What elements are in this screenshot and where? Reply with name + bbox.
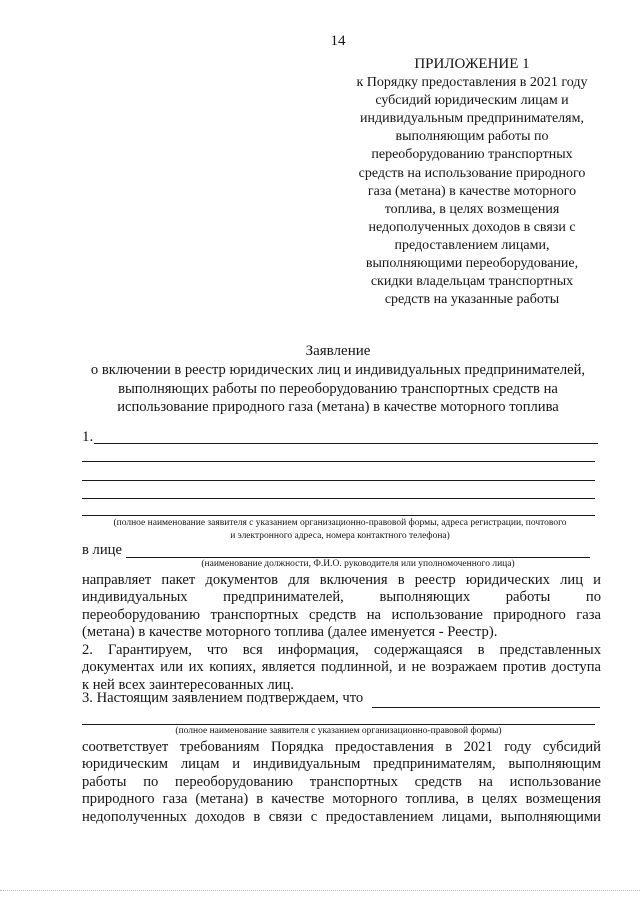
annex-line: субсидий юридическим лицам и xyxy=(375,93,569,109)
annex-line: средств на использование природного xyxy=(358,165,586,181)
annex-line: топлива, в целях возмещения xyxy=(384,201,560,217)
confirmation-field-line[interactable] xyxy=(372,707,600,708)
applicant-field-line[interactable] xyxy=(94,443,598,444)
subtitle-line: использование природного газа (метана) в качестве моторного топлива xyxy=(117,399,559,416)
paragraph-line: документах или их копиях, является подлинной, и не возражаем против доступа xyxy=(82,659,601,676)
caption-line: (полное наименование заявителя с указанием организационно-правовой формы, адреса регистрации, почтового xyxy=(113,518,567,528)
applicant-caption xyxy=(70,517,610,542)
annex-line: газа (метана) в качестве моторного xyxy=(367,183,577,199)
paragraph-line: индивидуальных предпринимателей, выполняющих работы по xyxy=(82,589,601,606)
applicant-field-line[interactable] xyxy=(82,461,595,462)
page-number: 14 xyxy=(330,33,346,49)
annex-line: предоставлением лицами, xyxy=(394,237,550,253)
subtitle-line: о включении в реестр юридических лиц и индивидуальных предпринимателей, xyxy=(90,362,586,378)
applicant-field-line[interactable] xyxy=(82,480,595,481)
page-bottom-edge xyxy=(0,890,640,891)
annex-line: переоборудованию транспортных xyxy=(371,147,573,163)
representative-caption: (наименование должности, Ф.И.О. руководителя или уполномоченного лица) xyxy=(201,559,515,569)
paragraph-line: (метана) в качестве моторного топлива (далее именуется - Реестр). xyxy=(82,624,498,641)
paragraph-line: работы по переоборудованию транспортных средств на использование xyxy=(82,773,601,790)
annex-line: выполняющими переоборудование, xyxy=(365,256,579,272)
paragraph-compliance xyxy=(82,739,601,826)
paragraph-line: к ней всех заинтересованных лиц. xyxy=(82,676,294,693)
paragraph-line: переоборудованию транспортных средств на использование природного газа xyxy=(82,606,601,623)
subtitle-line: выполняющих работы по переоборудованию транспортных средств на xyxy=(118,380,558,397)
applicant-field-line[interactable] xyxy=(82,498,595,499)
paragraph-line: юридическим лицам и индивидуальным предпринимателям, выполняющим xyxy=(82,756,601,773)
paragraph-line: природного газа (метана) в качестве моторного топлива, в целях возмещения xyxy=(82,791,601,808)
confirmation-text: 3. Настоящим заявлением подтверждаем, что xyxy=(82,690,364,706)
annex-line: средств на указанные работы xyxy=(384,292,560,308)
paragraph-line: недополученных доходов в связи с предоставлением лицами, выполняющими xyxy=(82,808,601,825)
statement-subtitle xyxy=(74,361,602,417)
item-one-number: 1. xyxy=(82,429,94,445)
annex-line: скидки владельцам транспортных xyxy=(370,274,574,290)
annex-line: к Порядку предоставления в 2021 году xyxy=(356,75,588,91)
paragraph-guarantee xyxy=(82,642,601,694)
annex-line: индивидуальным предпринимателям, xyxy=(360,111,584,127)
annex-title: ПРИЛОЖЕНИЕ 1 xyxy=(414,56,530,72)
applicant-caption-2: (полное наименование заявителя с указанием организационно-правовой формы) xyxy=(175,726,502,736)
annex-line: выполняющим работы по xyxy=(395,129,549,145)
annex-line: недополученных доходов в связи с xyxy=(368,219,576,235)
annex-block xyxy=(338,55,606,309)
paragraph-submission xyxy=(82,572,601,642)
paragraph-line: соответствует требованиям Порядка предоставления в 2021 году субсидий xyxy=(82,739,601,755)
caption-line: и электронного адреса, номера контактного телефона) xyxy=(230,530,450,541)
paragraph-line: направляет пакет документов для включения в реестр юридических лиц и xyxy=(82,572,601,588)
paragraph-line: 2. Гарантируем, что вся информация, содержащаяся в представленных xyxy=(82,642,601,658)
statement-heading: Заявление xyxy=(305,343,371,359)
in-person-label: в лице xyxy=(82,542,122,558)
applicant-field-line[interactable] xyxy=(82,515,595,516)
